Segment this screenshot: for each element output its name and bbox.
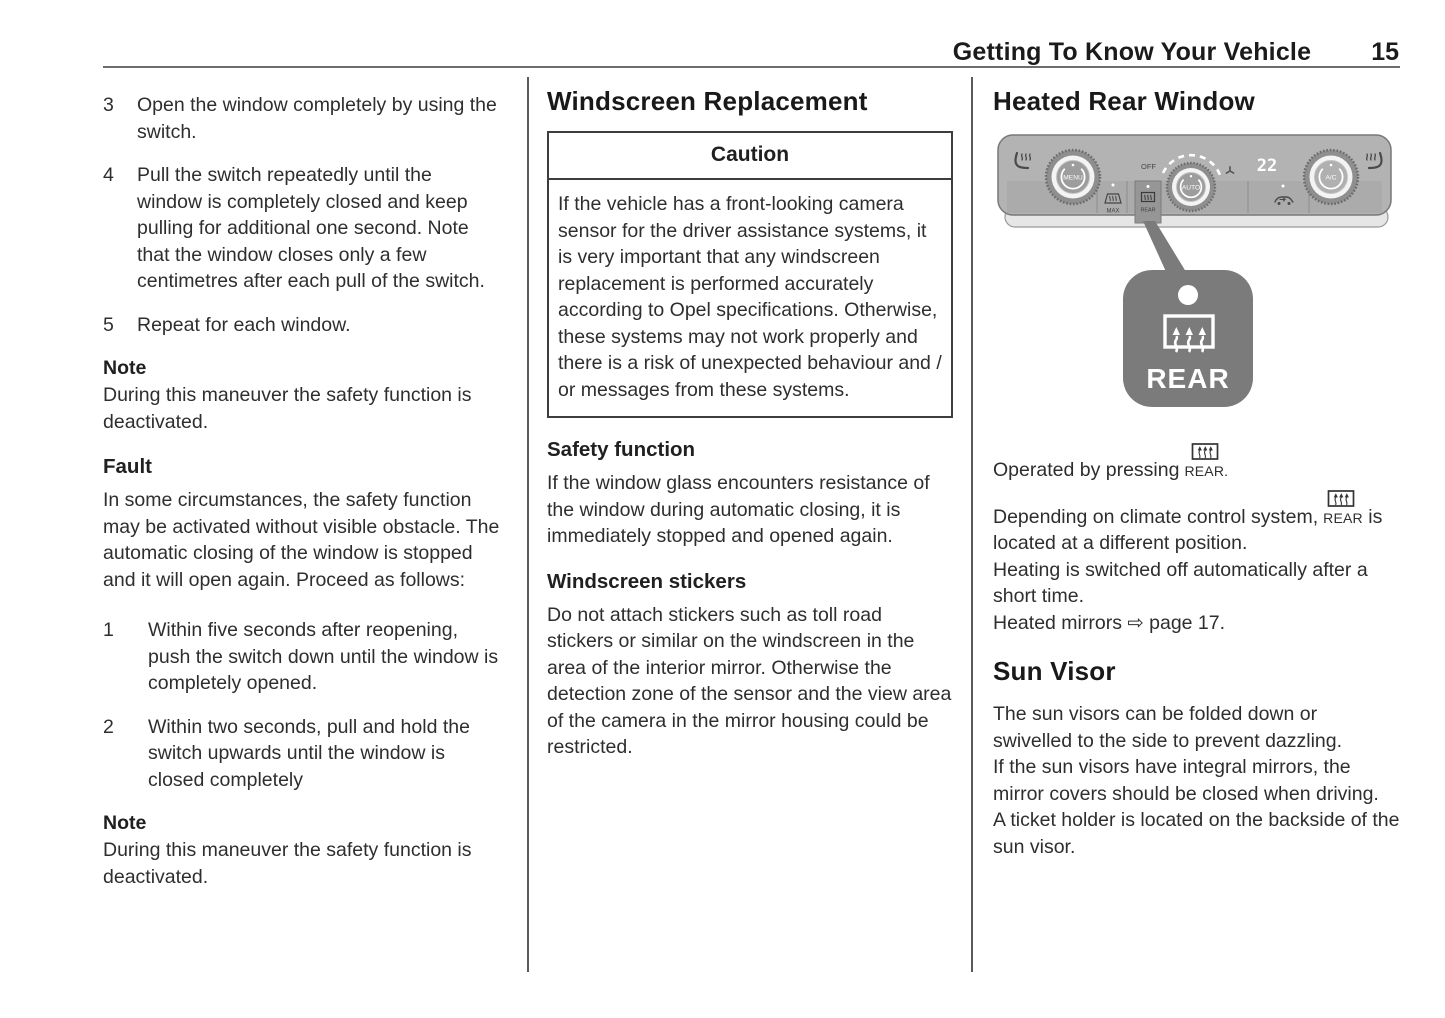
fault-heading: Fault — [103, 455, 152, 479]
rear-led-dot — [1147, 185, 1150, 188]
rear-button-inline-ref — [1184, 457, 1228, 484]
note-heading: Note — [103, 357, 147, 380]
max-led-dot — [1112, 184, 1115, 187]
caution-box-text: If the vehicle has a front-looking camera sensor for the driver assistance systems, it is very important that any windscreen replacement is performed accurately according to Opel specifications. Otherwise, these systems may not work properly and there is a risk of unexpected behaviour and / or messages from these systems. — [558, 193, 942, 401]
operated-text: Operated by pressing — [993, 459, 1180, 481]
auto-knob — [1167, 163, 1215, 211]
climate-panel-svg — [993, 131, 1396, 413]
step-item — [103, 617, 501, 697]
rear-defrost-mini-icon — [1328, 490, 1355, 507]
note-text: During this maneuver the safety function is deactivated. — [103, 839, 472, 888]
fault-text: In some circumstances, the safety function may be activated without visible obstacle. The automatic closing of the window is stopped and it will open again. Proceed as follows: — [103, 489, 500, 591]
note-heading: Note — [103, 812, 147, 835]
max-button-label: MAX — [1106, 208, 1120, 215]
step-number: 5 — [103, 313, 114, 336]
column-separator-left — [527, 77, 529, 972]
page-header — [953, 38, 1399, 67]
chapter-title: Getting To Know Your Vehicle — [952, 38, 1312, 66]
depending-text-before: Depending on climate control system, — [993, 505, 1319, 528]
rear-button-inline-ref — [1323, 504, 1363, 531]
sun-visor-line: The sun visors can be folded down or swivelled to the side to prevent dazzling. — [993, 703, 1343, 752]
sun-visor-text — [993, 701, 1401, 860]
step-item — [103, 92, 501, 145]
depending-text-after: is located at a different position. — [993, 505, 1383, 555]
caution-box — [547, 131, 953, 418]
step-number: 1 — [103, 619, 114, 642]
safety-function-text: If the window glass encounters resistance of the window during automatic closing, it is immediately stopped and opened again. — [547, 472, 930, 548]
step-number: 4 — [103, 164, 114, 187]
rear-button-label: REAR — [1140, 207, 1156, 214]
step-text: Pull the switch repeatedly until the window is completely closed and keep pulling for additional one second. Note that the window closes only a few centimetres after each pull of the switch. — [137, 164, 485, 293]
control-panel — [998, 135, 1391, 227]
step-text: Repeat for each window. — [137, 313, 351, 336]
temperature-display: 22 — [1256, 156, 1278, 176]
rear-inline-label: REAR. — [1184, 463, 1229, 479]
left-column — [103, 92, 501, 890]
note-text: During this maneuver the safety function is deactivated. — [103, 384, 472, 433]
safety-function-heading: Safety function — [547, 438, 696, 462]
section-title-heated-rear-window: Heated Rear Window — [993, 86, 1255, 116]
step-item — [103, 312, 501, 339]
auto-knob-label: AUTO — [1181, 184, 1201, 192]
depending-paragraph — [993, 504, 1401, 637]
recirculation-led-dot — [1282, 185, 1285, 188]
sun-visor-line: If the sun visors have integral mirrors, the mirror covers should be closed when driving. — [993, 756, 1379, 805]
page-number: 15 — [1371, 38, 1399, 66]
climate-panel-illustration — [993, 131, 1401, 413]
windscreen-stickers-heading: Windscreen stickers — [547, 569, 747, 593]
menu-knob-label: MENU — [1063, 174, 1083, 182]
operated-paragraph — [993, 457, 1401, 484]
step-text: Within five seconds after reopening, push the switch down until the window is completely opened. — [148, 619, 499, 695]
heated-mirrors-page-ref: Heated mirrors ⇨ page 17. — [993, 611, 1226, 634]
windscreen-stickers-text: Do not attach stickers such as toll road stickers or similar on the windscreen in the area of the interior mirror. Otherwise the detection zone of the sensor and the view area of the camera in the mirror housing could be restricted. — [547, 603, 952, 759]
rear-inline-label: REAR — [1323, 509, 1363, 526]
section-title-sun-visor: Sun Visor — [993, 656, 1116, 687]
step-text: Within two seconds, pull and hold the switch upwards until the window is closed completely — [148, 715, 470, 791]
column-separator-right — [971, 77, 973, 972]
rear-defrost-button — [1135, 181, 1161, 223]
right-column — [993, 86, 1401, 860]
step-number: 2 — [103, 715, 114, 738]
caution-box-title: Caution — [549, 133, 951, 180]
step-number: 3 — [103, 94, 114, 116]
depending-line — [993, 504, 1401, 557]
ac-knob-label: A/C — [1325, 174, 1337, 182]
middle-column — [547, 86, 953, 761]
section-title-windscreen: Windscreen Replacement — [547, 86, 868, 116]
sun-visor-line: A ticket holder is located on the backside of the sun visor. — [993, 809, 1400, 858]
off-label: OFF — [1141, 162, 1156, 171]
step-text: Open the window completely by using the switch. — [137, 94, 497, 143]
rear-defrost-mini-icon — [1191, 443, 1218, 460]
rear-callout-label: REAR — [1146, 363, 1230, 394]
header-rule — [103, 66, 1400, 68]
heating-line: Heating is switched off automatically after a short time. — [993, 558, 1368, 608]
menu-knob — [1046, 150, 1100, 204]
fault-steps — [103, 617, 501, 793]
step-item — [103, 714, 501, 794]
step-item — [103, 162, 501, 295]
ac-knob — [1304, 150, 1358, 204]
rear-callout — [1123, 270, 1253, 407]
rear-callout-led — [1178, 285, 1198, 305]
